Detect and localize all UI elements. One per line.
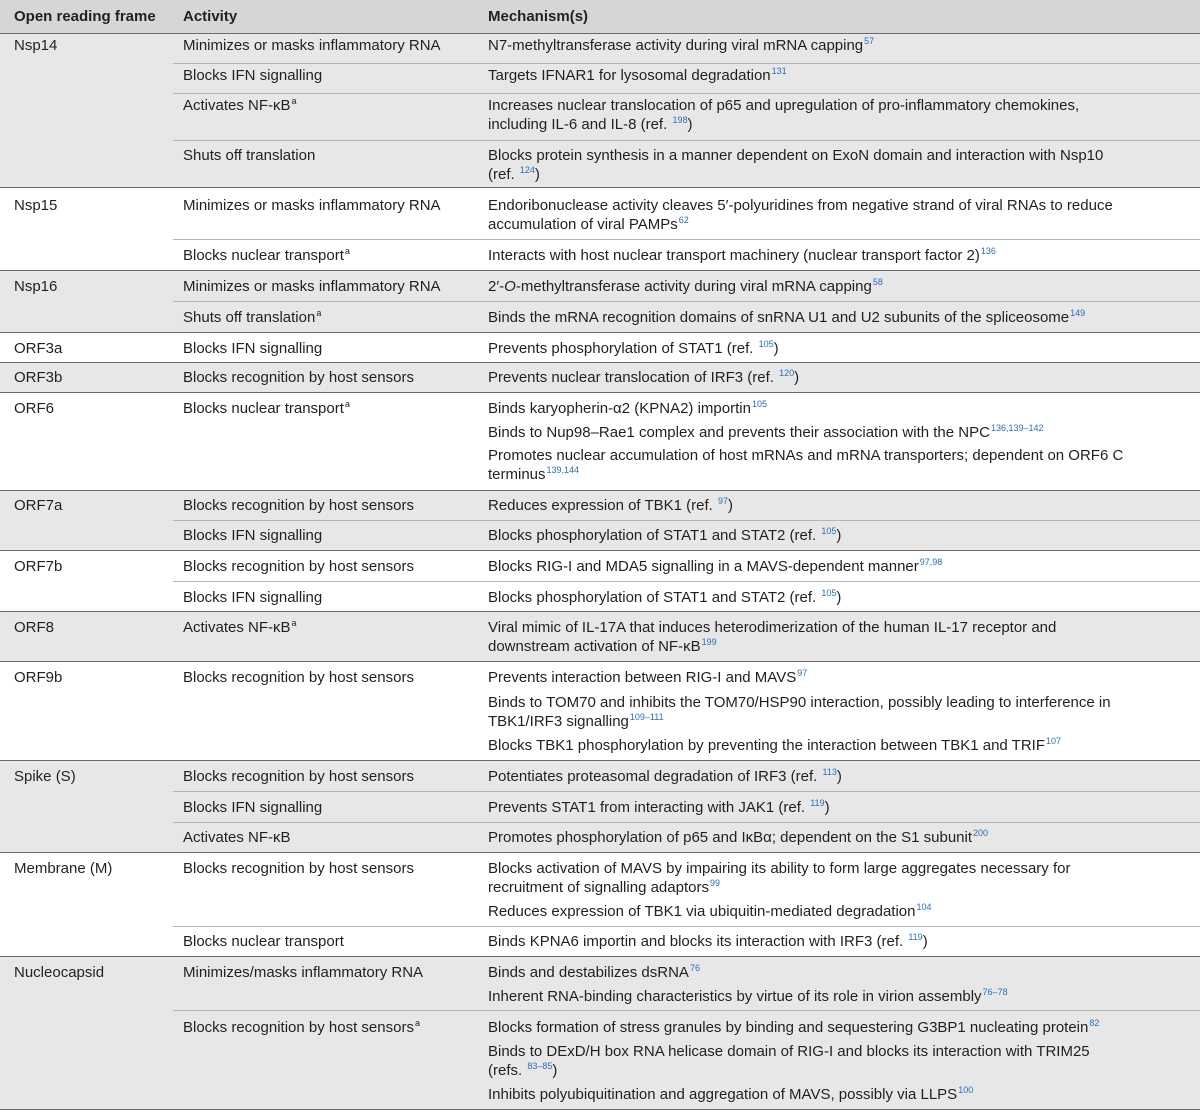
- orf-name: ORF7a: [14, 497, 63, 514]
- mechanism: Reduces expression of TBK1 (ref. $^{97}$): [488, 496, 734, 514]
- mechanism-cont: downstream activation of $NF-\kappa B^{199}$: [488, 637, 717, 655]
- activity: Blocks IFN signalling: [183, 589, 323, 606]
- mechanism-cont: terminus$^{139,144}$: [488, 465, 580, 483]
- group-orf3b: [0, 363, 1200, 393]
- mechanism: Interacts with host nuclear transport machinery (nuclear transport factor 2)$^{136}$: [488, 246, 996, 264]
- citation: 100: [958, 1085, 974, 1095]
- orf-name: ORF8: [14, 619, 55, 636]
- mechanism: Reduces expression of TBK1 via ubiquitin-mediated degradation$^{104}$: [488, 902, 932, 920]
- citation: 119: [908, 932, 923, 942]
- citation: 105: [821, 588, 837, 598]
- group-membrane: [0, 853, 1200, 957]
- citation: 97: [718, 496, 729, 506]
- citation: 120: [779, 368, 795, 378]
- row-divider: [173, 301, 1200, 302]
- mechanism: Prevents interaction between RIG-I and MAVS$^{97}$: [488, 668, 808, 686]
- citation: 62: [678, 215, 689, 225]
- row-divider: [173, 926, 1200, 927]
- mechanism-cont: recruitment of signalling adaptors$^{99}$: [488, 878, 720, 896]
- header-activity: Activity: [183, 8, 238, 25]
- table-header: [0, 0, 1200, 34]
- row-divider: [173, 140, 1200, 141]
- activity: Blocks nuclear transport$^a$: [183, 399, 350, 417]
- mechanism-cont: accumulation of viral PAMPs$^{62}$: [488, 215, 689, 233]
- activity: Blocks recognition by host sensors: [183, 860, 414, 877]
- orf-name: ORF6: [14, 400, 55, 417]
- activity: Minimizes/masks inflammatory RNA: [183, 964, 424, 981]
- activity: Blocks recognition by host sensors$^a$: [183, 1018, 420, 1036]
- mechanism-cont: including IL-6 and IL-8 (ref. $^{198}$): [488, 115, 693, 133]
- citation: 58: [872, 277, 883, 287]
- activity: Blocks recognition by host sensors: [183, 497, 414, 514]
- mechanism: Blocks activation of MAVS by impairing its ability to form large aggregates necessary for: [488, 860, 1071, 877]
- citation: 107: [1046, 736, 1062, 746]
- activity: Blocks IFN signalling: [183, 799, 323, 816]
- citation: 97: [797, 668, 808, 678]
- citation: 109–111: [629, 712, 664, 722]
- activity: Activates NF-κB: [183, 829, 291, 846]
- group-orf9b: [0, 662, 1200, 761]
- group-nucleocapsid: [0, 957, 1200, 1110]
- citation: 83–85: [527, 1061, 553, 1071]
- activity: Blocks recognition by host sensors: [183, 768, 414, 785]
- citation: 199: [701, 637, 717, 647]
- mechanism: Prevents STAT1 from interacting with JAK1 (ref. $^{119}$): [488, 798, 830, 816]
- mechanism: Inherent RNA-binding characteristics by virtue of its role in virion assembly$^{76-78}$: [488, 987, 1008, 1005]
- mechanism: Promotes nuclear accumulation of host mRNAs and mRNA transporters; dependent on ORF6 C: [488, 447, 1124, 464]
- orf-name: ORF7b: [14, 558, 63, 575]
- footnote-marker: a: [316, 308, 322, 318]
- activity: Blocks nuclear transport: [183, 933, 344, 950]
- citation: 82: [1089, 1018, 1100, 1028]
- activity: Blocks recognition by host sensors: [183, 558, 414, 575]
- activity: Blocks IFN signalling: [183, 340, 323, 357]
- mechanism: Endoribonuclease activity cleaves 5′-polyuridines from negative strand of viral RNAs to reduce: [488, 197, 1113, 214]
- orf-name: Nsp15: [14, 197, 58, 214]
- group-orf8: [0, 612, 1200, 662]
- row-divider: [173, 520, 1200, 521]
- orf-name: Nsp16: [14, 278, 58, 295]
- footnote-marker: a: [414, 1018, 420, 1028]
- row-divider: [173, 1010, 1200, 1011]
- group-orf7a: [0, 491, 1200, 551]
- orf-name: ORF9b: [14, 669, 63, 686]
- row-divider: [173, 239, 1200, 240]
- header-open-reading-frame: Open reading frame: [14, 8, 156, 25]
- citation: 119: [810, 798, 825, 808]
- mechanism: Blocks phosphorylation of STAT1 and STAT2 (ref. $^{105}$): [488, 526, 842, 544]
- activity: Shuts off translation$^a$: [183, 308, 322, 326]
- activity: Blocks IFN signalling: [183, 527, 323, 544]
- row-divider: [173, 93, 1200, 94]
- mechanism: Binds to Nup98–Rae1 complex and prevents their association with the NPC$^{136,139-142}$: [488, 423, 1044, 441]
- mechanism: Prevents phosphorylation of STAT1 (ref. $^{105}$): [488, 339, 779, 357]
- group-orf6: [0, 393, 1200, 491]
- activity: Activates $NF-\kappa B^a$: [183, 96, 297, 114]
- citation: 99: [709, 878, 720, 888]
- activity: Blocks IFN signalling: [183, 67, 323, 84]
- citation: 57: [864, 36, 875, 46]
- mechanism: Blocks protein synthesis in a manner dependent on ExoN domain and interaction with Nsp10: [488, 147, 1104, 164]
- mechanism: Blocks formation of stress granules by binding and sequestering G3BP1 nucleating protein$^{82}$: [488, 1018, 1100, 1036]
- activity: Blocks nuclear transport$^a$: [183, 246, 350, 264]
- footnote-marker: a: [344, 399, 350, 409]
- footnote-marker: a: [291, 618, 297, 628]
- citation: 105: [821, 526, 837, 536]
- mechanism: Blocks TBK1 phosphorylation by preventing the interaction between TBK1 and TRIF$^{107}$: [488, 736, 1062, 754]
- header-mechanisms: Mechanism(s): [488, 8, 589, 25]
- citation: 198: [672, 115, 688, 125]
- mechanism: Targets IFNAR1 for lysosomal degradation$^{131}$: [488, 66, 787, 84]
- orf-name: ORF3a: [14, 340, 63, 357]
- citation: 105: [751, 399, 767, 409]
- group-orf3a: [0, 333, 1200, 363]
- orf-name: Nucleocapsid: [14, 964, 105, 981]
- orf-name: Nsp14: [14, 37, 58, 54]
- mechanism: Promotes phosphorylation of p65 and IκBα; dependent on the S1 subunit$^{200}$: [488, 828, 989, 846]
- mechanism: Blocks RIG-I and MDA5 signalling in a MAVS-dependent manner$^{97,98}$: [488, 557, 943, 575]
- citation: 105: [758, 339, 774, 349]
- mechanism: Increases nuclear translocation of p65 and upregulation of pro-inflammatory chemokines,: [488, 97, 1080, 114]
- group-spike: [0, 761, 1200, 853]
- orf-name: Spike (S): [14, 768, 76, 785]
- citation: 104: [916, 902, 932, 912]
- mechanism-cont: (ref. $^{124}$): [488, 165, 540, 183]
- mechanism: 2′-O-methyltransferase activity during viral mRNA capping$^{58}$: [488, 277, 883, 295]
- mechanism: Potentiates proteasomal degradation of IRF3 (ref. $^{113}$): [488, 767, 842, 785]
- citation: 149: [1070, 308, 1086, 318]
- activity: Shuts off translation: [183, 147, 316, 164]
- mechanism: Blocks phosphorylation of STAT1 and STAT2 (ref. $^{105}$): [488, 588, 842, 606]
- row-divider: [173, 63, 1200, 64]
- group-orf7b: [0, 551, 1200, 612]
- mechanism: Binds and destabilizes dsRNA$^{76}$: [488, 963, 700, 981]
- citation: 113: [822, 767, 837, 777]
- group-nsp15: [0, 188, 1200, 271]
- mechanism: Binds the mRNA recognition domains of snRNA U1 and U2 subunits of the spliceosome$^{149}$: [488, 308, 1086, 326]
- citation: 136,139–142: [990, 423, 1044, 433]
- activity: Activates $NF-\kappa B^a$: [183, 618, 297, 636]
- group-nsp14: [0, 34, 1200, 188]
- mechanism-cont: TBK1/IRF3 signalling$^{109-111}$: [488, 712, 664, 730]
- mechanism: Binds KPNA6 importin and blocks its interaction with IRF3 (ref. $^{119}$): [488, 932, 928, 950]
- orf-name: Membrane (M): [14, 860, 113, 877]
- row-divider: [173, 822, 1200, 823]
- row-divider: [173, 581, 1200, 582]
- mechanism: Binds to TOM70 and inhibits the TOM70/HSP90 interaction, possibly leading to interference in: [488, 694, 1111, 711]
- orf-name: ORF3b: [14, 369, 63, 386]
- mechanism-cont: (refs. $^{83-85}$): [488, 1061, 558, 1079]
- activity: Minimizes or masks inflammatory RNA: [183, 278, 441, 295]
- citation: 76: [689, 963, 700, 973]
- citation: 76–78: [982, 987, 1008, 997]
- citation: 200: [973, 828, 989, 838]
- mechanism: N7-methyltransferase activity during viral mRNA capping$^{57}$: [488, 36, 875, 54]
- row-divider: [173, 791, 1200, 792]
- mechanism: Inhibits polyubiquitination and aggregation of MAVS, possibly via LLPS$^{100}$: [488, 1085, 974, 1103]
- mechanism: Binds karyopherin-α2 (KPNA2) importin$^{105}$: [488, 399, 767, 417]
- footnote-marker: a: [344, 246, 350, 256]
- citation: 136: [980, 246, 996, 256]
- citation: 139,144: [546, 465, 580, 475]
- activity: Minimizes or masks inflammatory RNA: [183, 37, 441, 54]
- activity: Blocks recognition by host sensors: [183, 669, 414, 686]
- mechanism: Binds to DExD/H box RNA helicase domain of RIG-I and blocks its interaction with TRIM25: [488, 1043, 1090, 1060]
- citation: 97,98: [919, 557, 943, 567]
- activity: Blocks recognition by host sensors: [183, 369, 414, 386]
- activity: Minimizes or masks inflammatory RNA: [183, 197, 441, 214]
- mechanism: Prevents nuclear translocation of IRF3 (ref. $^{120}$): [488, 368, 800, 386]
- citation: 124: [519, 165, 535, 175]
- citation: 131: [771, 66, 787, 76]
- footnote-marker: a: [291, 96, 297, 106]
- mechanism: Viral mimic of IL-17A that induces heterodimerization of the human IL-17 receptor and: [488, 619, 1057, 636]
- group-nsp16: [0, 271, 1200, 333]
